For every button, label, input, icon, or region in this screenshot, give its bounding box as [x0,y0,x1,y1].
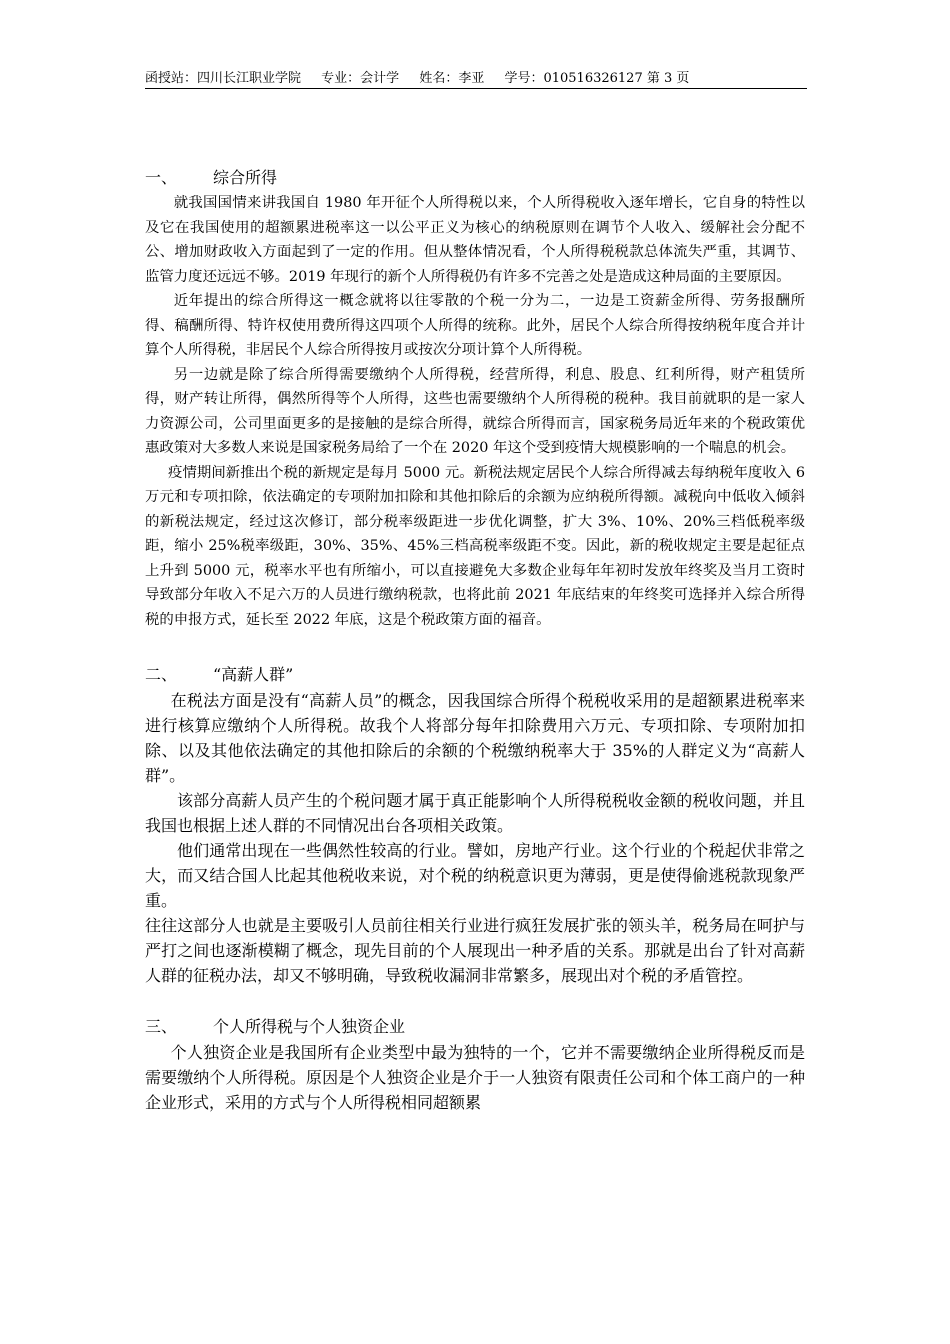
section-heading-3 [145,1014,805,1040]
section-heading-2 [145,662,805,688]
document-body [145,165,805,1115]
header-id-page: 学号：010516326127 第 3 页 [504,71,690,86]
section-heading-1 [145,165,805,191]
section-gap [145,632,805,662]
header-major: 专业：会计学 [321,71,400,86]
section-number: 一、 [145,168,178,187]
section-number: 二、 [145,665,178,684]
paragraph: 在税法方面是没有“高薪人员”的概念，因我国综合所得个税税收采用的是超额累进税率来进行核算应缴纳个人所得税。故我个人将部分每年扣除费用六万元、专项扣除、专项附加扣除、以及其他依法确定的其他扣除后的余额的个税缴纳税率大于 35%的人群定义为“高薪人群”。 [145,691,805,785]
paragraph: 疫情期间新推出个税的新规定是每月 5000 元。新税法规定居民个人综合所得减去每纳税年度收入 6 万元和专项扣除，依法确定的专项附加扣除和其他扣除后的余额为应纳税所得额。减税向中低收入倾斜的新税法规定，经过这次修订，部分税率级距进一步优化调整，扩大 3%、10%、20%三档低税率级距，缩小 25%税率级距，30%、35%、45%三档高税率级距不变。因此，新的税收规定主要是起征点上升到 5000 元，税率水平也有所缩小，可以直接避免大多数企业每年年初时发放年终奖及当月工资时导致部分年收入不足六万的人员进行缴纳税款，也将此前 2021 年底结束的年终奖可选择并入综合所得税的申报方式，延长至 2022 年底，这是个税政策方面的福音。 [145,464,805,628]
paragraph: 就我国国情来讲我国自 1980 年开征个人所得税以来，个人所得税收入逐年增长，它自身的特性以及它在我国使用的超额累进税率这一以公平正义为核心的纳税原则在调节个人收入、缓解社会分配不公、增加财政收入方面起到了一定的作用。但从整体情况看，个人所得税税款总体流失严重，其调节、监管力度还远远不够。2019 年现行的新个人所得税仍有许多不完善之处是造成这种局面的主要原因。 [145,195,805,285]
section-gap [145,988,805,1014]
paragraph: 该部分高薪人员产生的个税问题才属于真正能影响个人所得税税收金额的税收问题，并且我国也根据上述人群的不同情况出台各项相关政策。 [145,791,805,835]
section-title: 个人所得税与个人独资企业 [213,1017,406,1036]
page-header [145,70,807,89]
paragraph: 往往这部分人也就是主要吸引人员前往相关行业进行疯狂发展扩张的领头羊，税务局在呵护与严打之间也逐渐模糊了概念，现先目前的个人展现出一种矛盾的关系。那就是出台了针对高薪人群的征税办法，却又不够明确，导致税收漏洞非常繁多，展现出对个税的矛盾管控。 [145,916,805,985]
section-title: 综合所得 [213,168,278,187]
paragraph: 近年提出的综合所得这一概念就将以往零散的个税一分为二，一边是工资薪金所得、劳务报酬所得、稿酬所得、特许权使用费所得这四项个人所得的统称。此外，居民个人综合所得按纳税年度合并计算个人所得税，非居民个人综合所得按月或按次分项计算个人所得税。 [145,293,805,358]
paragraph: 他们通常出现在一些偶然性较高的行业。譬如，房地产行业。这个行业的个税起伏非常之大，而又结合国人比起其他税收来说，对个税的纳税意识更为薄弱，更是使得偷逃税款现象严重。 [145,841,805,910]
header-station: 函授站：四川长江职业学院 [145,71,302,86]
paragraph: 个人独资企业是我国所有企业类型中最为独特的一个，它并不需要缴纳企业所得税反而是需要缴纳个人所得税。原因是个人独资企业是介于一人独资有限责任公司和个体工商户的一种企业形式，采用的方式与个人所得税相同超额累 [145,1043,805,1112]
paragraph: 另一边就是除了综合所得需要缴纳个人所得税，经营所得，利息、股息、红利所得，财产租赁所得，财产转让所得，偶然所得等个人所得，这些也需要缴纳个人所得税的税种。我目前就职的是一家人力资源公司，公司里面更多的是接触的是综合所得，就综合所得而言，国家税务局近年来的个税政策优惠政策对大多数人来说是国家税务局给了一个在 2020 年这个受到疫情大规模影响的一个喘息的机会。 [145,366,805,456]
section-title: “高薪人群” [213,665,294,684]
header-name: 姓名：李亚 [419,71,485,86]
section-number: 三、 [145,1017,178,1036]
